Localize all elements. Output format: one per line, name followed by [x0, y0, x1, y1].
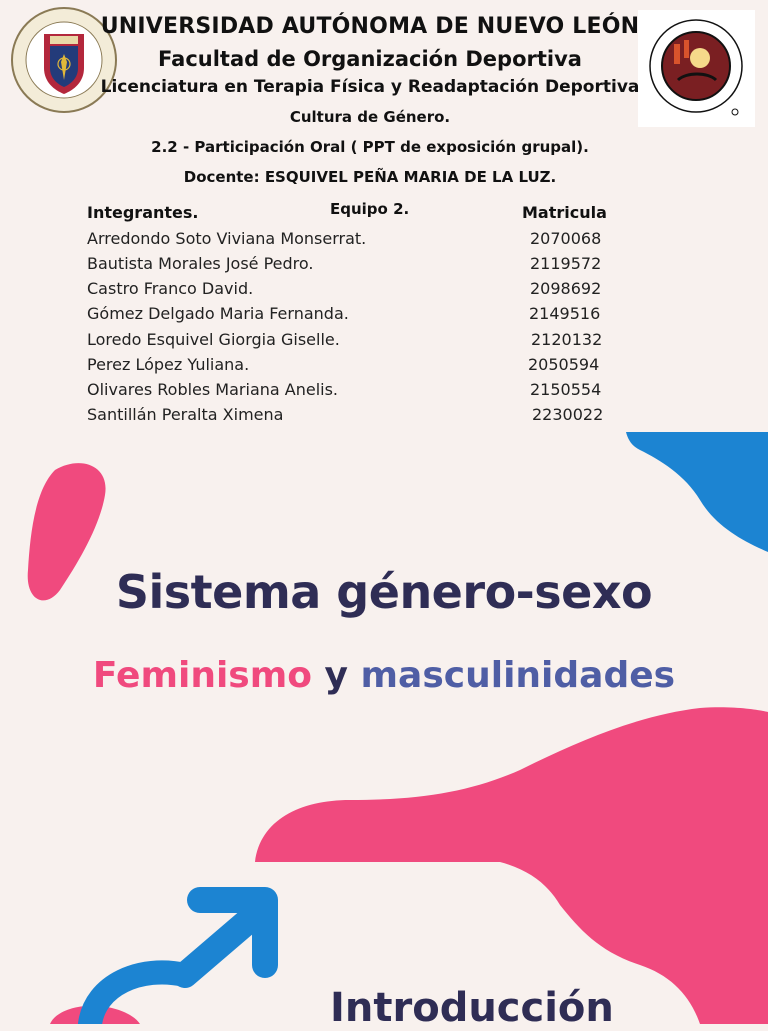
team-label: Equipo 2. — [330, 200, 410, 218]
member-name: Loredo Esquivel Giorgia Giselle. — [87, 330, 340, 349]
activity-title: 2.2 - Participación Oral ( PPT de exposición grupal). — [151, 138, 589, 156]
member-name: Santillán Peralta Ximena — [87, 405, 284, 424]
program-name: Licenciatura en Terapia Física y Readaptación Deportiva — [100, 77, 640, 97]
slide-subtitle — [0, 655, 768, 696]
member-id: 2120132 — [531, 330, 603, 349]
member-name: Arredondo Soto Viviana Monserrat. — [87, 229, 367, 248]
pink-blob-large — [255, 707, 768, 1024]
member-name: Castro Franco David. — [87, 279, 254, 298]
members-header: Integrantes. — [87, 203, 199, 222]
member-id: 2149516 — [529, 304, 601, 323]
member-name: Olivares Robles Mariana Anelis. — [87, 380, 339, 399]
member-id: 2070068 — [530, 229, 602, 248]
member-name: Bautista Morales José Pedro. — [87, 254, 314, 273]
member-id: 2230022 — [532, 405, 604, 424]
slide-title: Sistema género-sexo — [115, 565, 653, 619]
subtitle-feminismo: Feminismo — [92, 655, 312, 696]
teacher-name: Docente: ESQUIVEL PEÑA MARIA DE LA LUZ. — [183, 168, 557, 186]
course-name: Cultura de Género. — [289, 108, 451, 126]
faculty-name: Facultad de Organización Deportiva — [158, 47, 582, 71]
id-header: Matricula — [522, 203, 607, 222]
member-name: Gómez Delgado Maria Fernanda. — [87, 304, 349, 323]
subtitle-masculinidades: masculinidades — [360, 655, 676, 696]
member-id: 2050594 — [528, 355, 600, 374]
intro-heading: Introducción — [330, 985, 614, 1031]
blue-blob — [626, 432, 768, 552]
member-name: Perez López Yuliana. — [87, 355, 250, 374]
subtitle-connector: y — [324, 655, 348, 696]
member-id: 2150554 — [530, 380, 602, 399]
male-symbol-icon — [90, 900, 265, 1024]
university-name: UNIVERSIDAD AUTÓNOMA DE NUEVO LEÓN — [100, 14, 640, 39]
member-id: 2119572 — [530, 254, 602, 273]
member-id: 2098692 — [530, 279, 602, 298]
